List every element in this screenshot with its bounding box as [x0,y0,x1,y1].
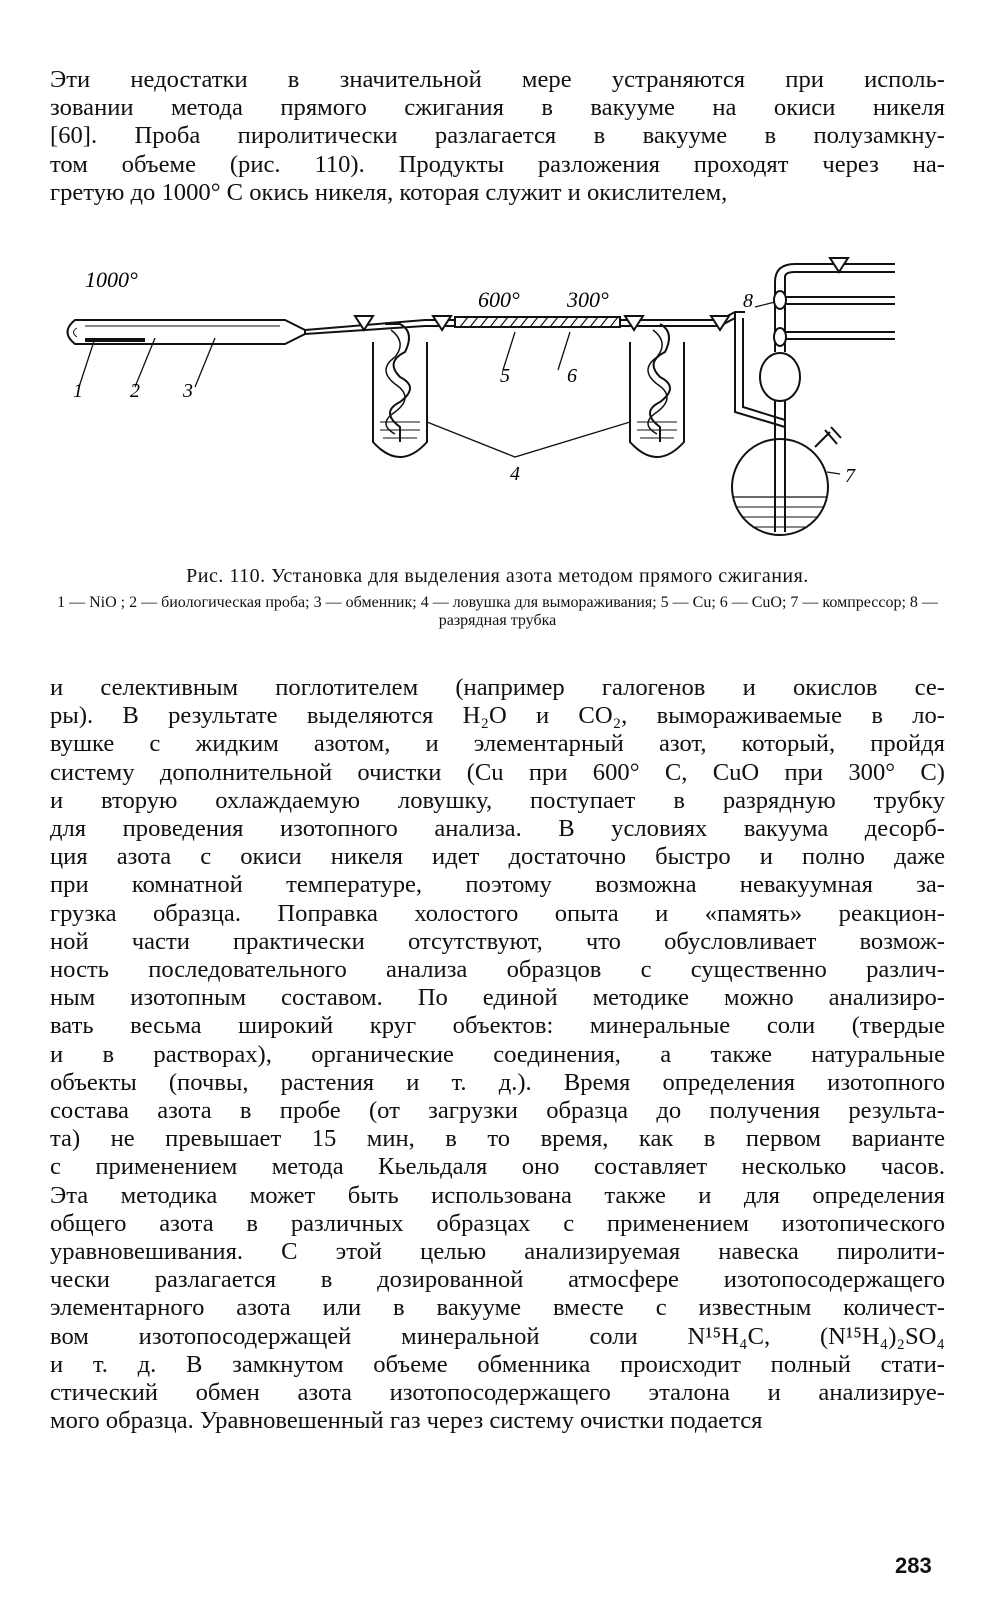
text-line: Эта методика может быть использована также и для определения [50,1181,945,1209]
paragraph-top [50,66,945,207]
text-line: грузка образца. Поправка холостого опыта и «память» реакцион- [50,899,945,927]
fig-number-label: 1 [73,380,83,402]
text-line: вом изотопосодержащей минеральной соли N¹⁵H₄C, (N¹⁵H₄)₂SO₄ [50,1322,945,1350]
page-number: 283 [895,1553,932,1578]
text-line: элементарного азота или в вакууме вместе с известным количест- [50,1294,945,1322]
fig-number-label: 3 [183,380,193,402]
text-line: при комнатной температуре, поэтому возможна невакуумная за- [50,871,945,899]
apparatus-figure [55,252,945,552]
figure-caption-title: Рис. 110. Установка для выделения азота методом прямого сжигания. [186,565,809,587]
fig-number-label: 7 [845,465,855,487]
text-line: том объеме (рис. 110). Продукты разложения проходят через на- [50,150,945,178]
text-line: ры). В результате выделяются H₂O и CO₂, вымораживаемые в ло- [50,702,945,730]
text-line: общего азота в различных образцах с применением изотопического [50,1209,945,1237]
text-line: ность последовательного анализа образцов с существенно различ- [50,956,945,984]
fig-number-label: 5 [500,365,510,387]
fig-number-label: 6 [567,365,577,387]
text-line: для проведения изотопного анализа. В условиях вакуума десорб- [50,815,945,843]
fig-number-label: 4 [510,463,520,485]
text-line: Эти недостатки в значительной мере устраняются при исполь- [50,66,945,93]
text-line: состава азота в пробе (от загрузки образца до получения результа- [50,1097,945,1125]
text-line: и вторую охлаждаемую ловушку, поступает в разрядную трубку [50,786,945,814]
fig-number-label: 8 [743,290,753,312]
text-line: та) не превышает 15 мин, в то время, как в первом варианте [50,1125,945,1153]
text-line: и т. д. В замкнутом объеме обменника происходит полный стати- [50,1350,945,1378]
text-line: с применением метода Кьельдаля оно составляет несколько часов. [50,1153,945,1181]
temp-label: 600° [478,287,520,312]
text-line: объекты (почвы, растения и т. д.). Время определения изотопного [50,1068,945,1096]
text-line: стический обмен азота изотопосодержащего эталона и анализируе- [50,1379,945,1407]
text-line: гретую до 1000° С окись никеля, которая служит и окислителем, [50,178,728,206]
text-line: чески разлагается в дозированной атмосфере изотопосодержащего [50,1266,945,1294]
temp-label: 300° [567,287,609,312]
text-line: мого образца. Уравновешенный газ через систему очистки подается [50,1407,763,1435]
text-line: уравновешивания. С этой целью анализируемая навеска пиролити- [50,1238,945,1266]
figure-caption-legend: 1 — NiO ; 2 — биологическая проба; 3 — обменник; 4 — ловушка для вымораживания; 5 — Cu; 6 — CuO; 7 — компрессор; 8 — разрядная трубка [57,594,938,629]
text-line: и селективным поглотителем (например галогенов и окислов се- [50,674,945,701]
text-line: вушке с жидким азотом, и элементарный азот, который, пройдя [50,730,945,758]
text-line: и в растворах), органические соединения, а также натуральные [50,1040,945,1068]
text-line: вать весьма широкий круг объектов: минеральные соли (твердые [50,1012,945,1040]
text-line: зовании метода прямого сжигания в вакууме на окиси никеля [50,94,945,122]
text-line: ной части практически отсутствуют, что обусловливает возмож- [50,927,945,955]
apparatus-diagram [55,252,945,552]
text-line: систему дополнительной очистки (Cu при 600° С, CuO при 300° С) [50,758,945,786]
text-line: ным изотопным составом. По единой методике можно анализиро- [50,984,945,1012]
fig-number-label: 2 [130,380,140,402]
temp-label: 1000° [85,267,138,292]
paragraph-main [50,674,945,1435]
text-line: [60]. Проба пиролитически разлагается в вакууме в полузамкну- [50,122,945,150]
text-line: ция азота с окиси никеля идет достаточно быстро и полно даже [50,843,945,871]
